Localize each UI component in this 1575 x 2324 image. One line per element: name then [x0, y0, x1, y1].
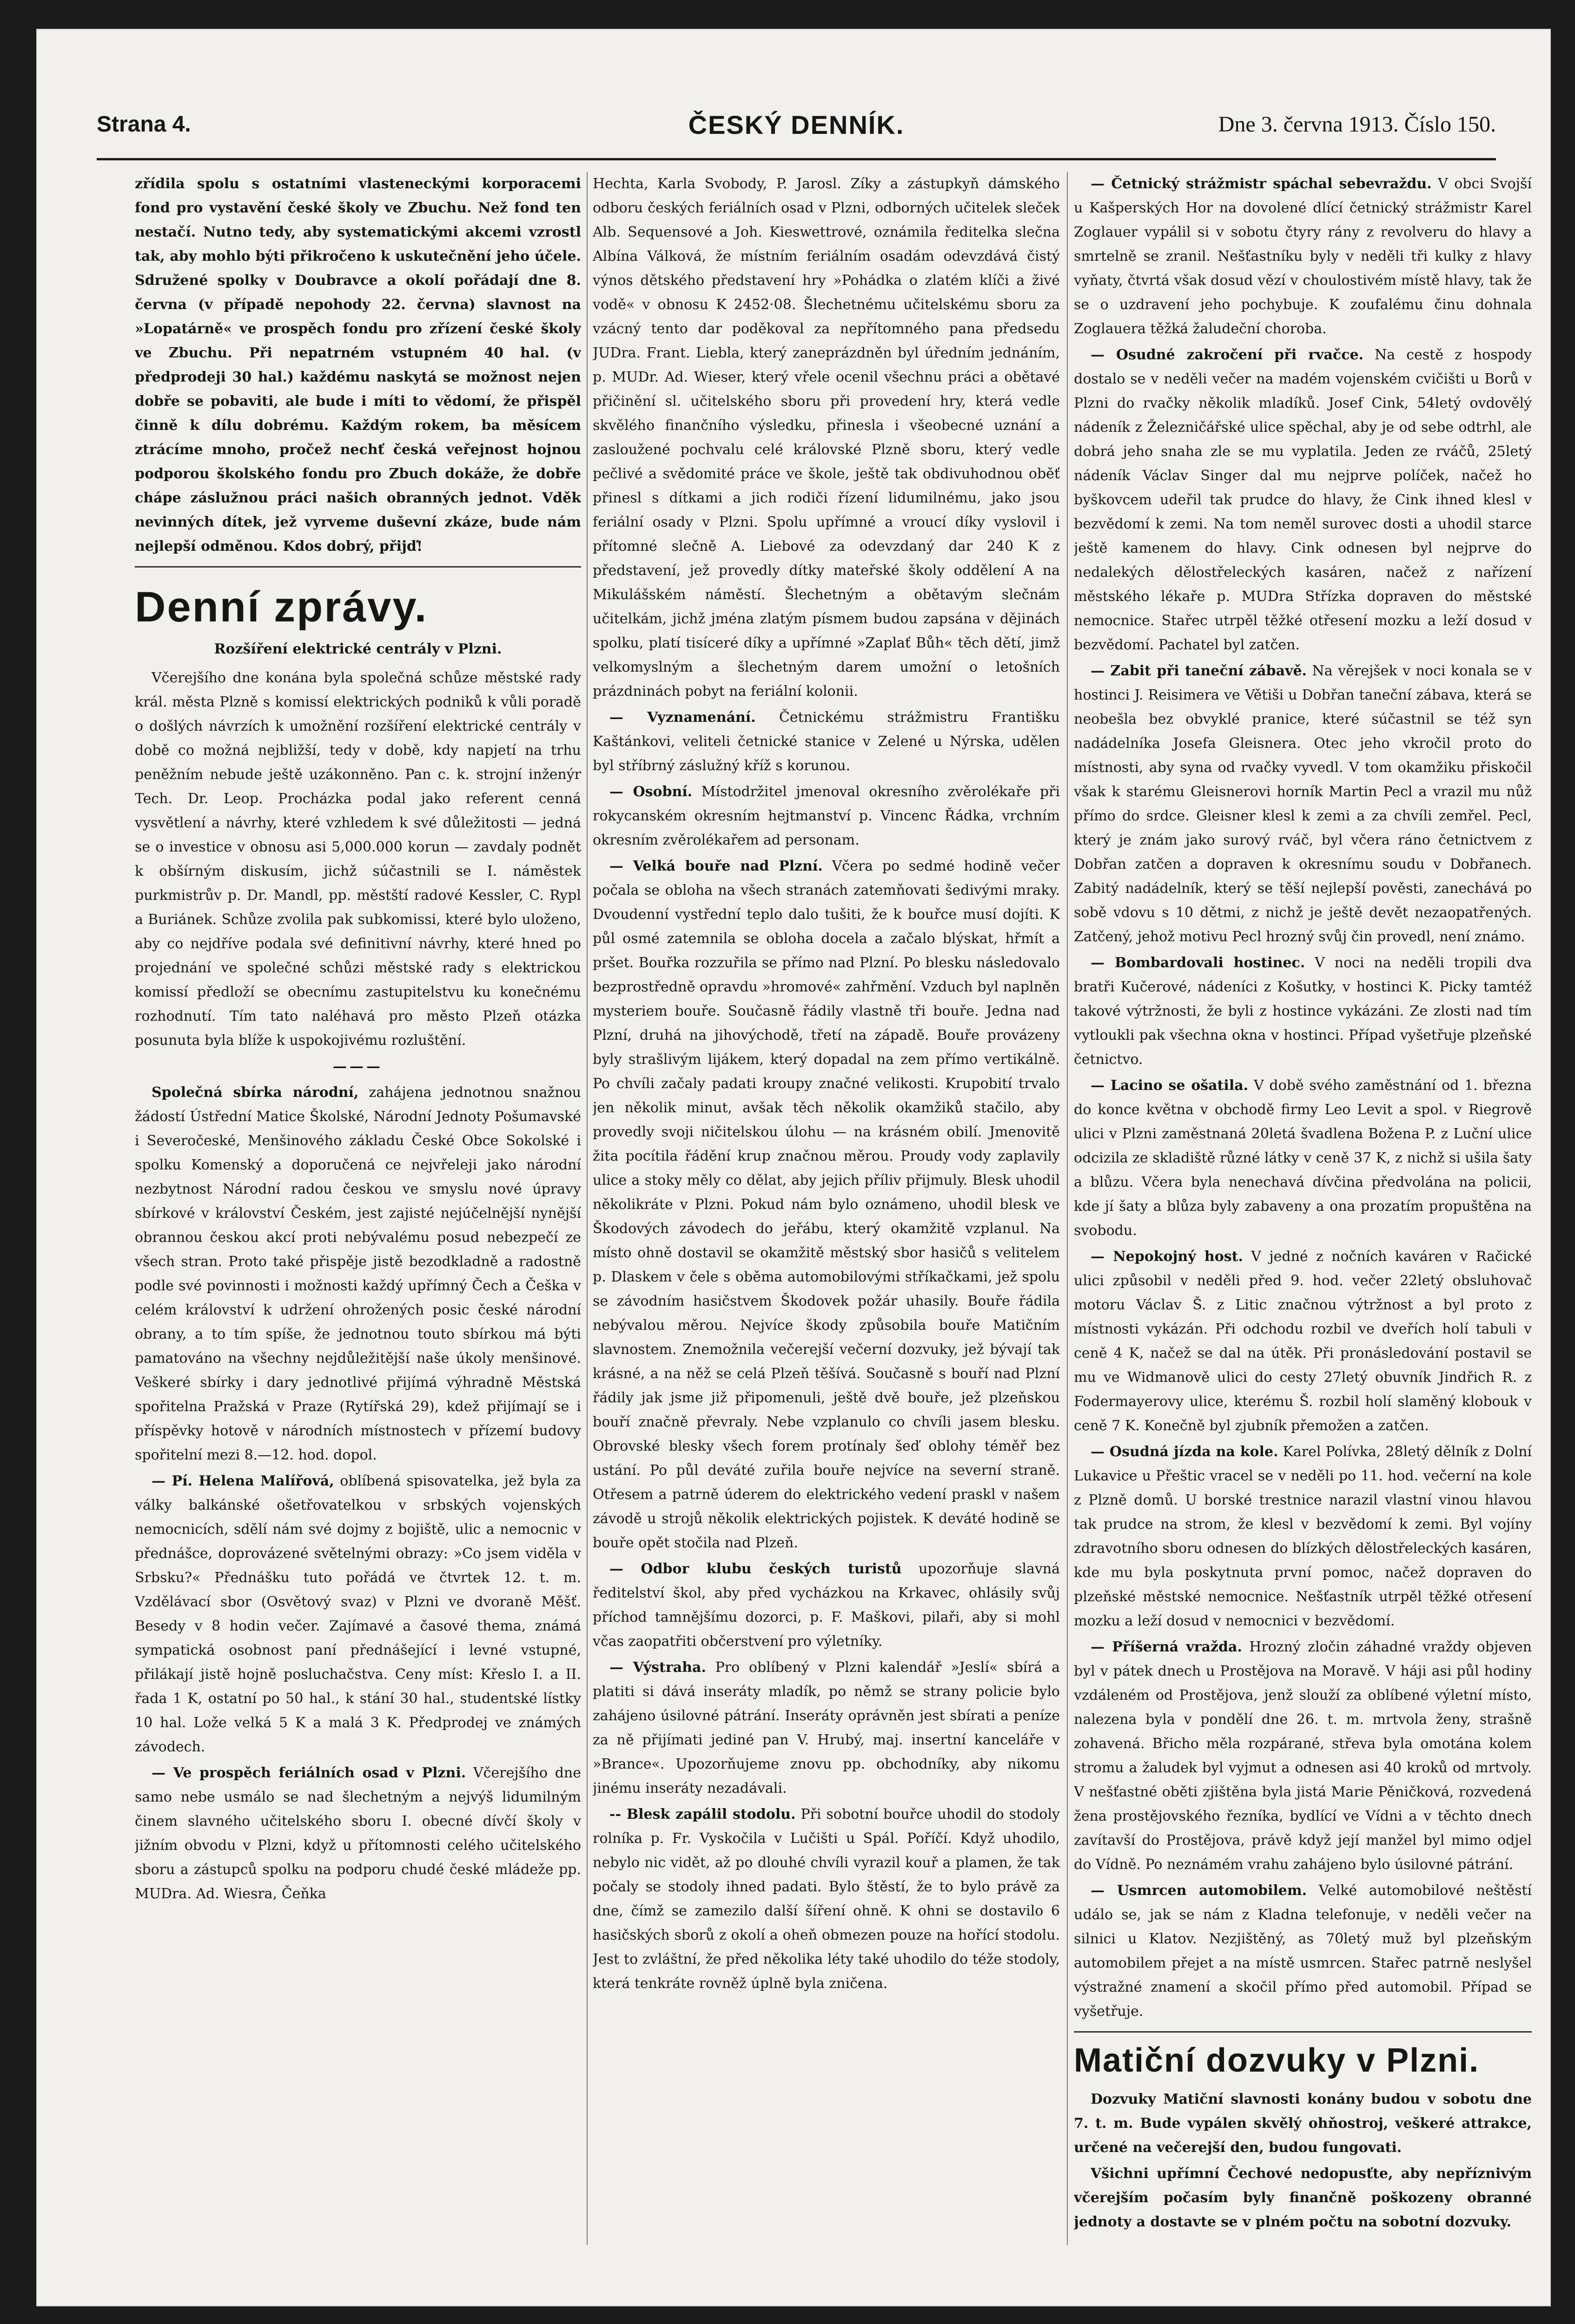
article-lead: — Vyznamenání.	[609, 709, 756, 726]
announcement-title: Matiční dozvuky v Plzni.	[1074, 2042, 1480, 2079]
page-number: Strana 4.	[97, 112, 191, 137]
article-boure	[593, 854, 1060, 1555]
article-jizda	[1074, 1440, 1532, 1633]
article-body: Při sobotní bouřce uhodil do stodoly rolníka p. Fr. Vyskočila v Lučišti u Spál. Poříčí. Když uhodilo, nebylo nic vidět, až po dlouhé chvíli vyrazil kouř a plamen, že tak počaly se stodoly ihned padati. Bylo štěstí, že to bylo právě za dne, čímž se zamezilo další šíření ohně. K ohni se dostavilo 6 hasičských sborů z okolí a oheň obmezen pouze na hořící stodolu. Jest to zvláštní, že před několika léty také uhodilo do téže stodoly, která tenkráte rovněž úplně byla zničena.	[593, 1806, 1060, 1992]
article-title: Rozšíření elektrické centrály v Plzni.	[214, 641, 502, 657]
article-body: Včerejšího dne samo nebe usmálo se nad šlechetným a nejvýš lidumilným činem slavného učitelského sboru I. obecné dívčí školy v jižním obvodu v Plzni, když u přítomnosti celého učitelského sboru a zástupců spolku na podporu chudé české mládeže pp. MUDra. Ad. Wiesra, Čeňka	[135, 1765, 581, 1902]
separator: ———	[333, 1058, 383, 1075]
section-title: Denní zprávy.	[135, 583, 428, 631]
masthead	[97, 98, 1496, 149]
article-body: Na cestě z hospody dostalo se v neděli večer na madém vojenském cvičišti u Borů v Plzni do rvačky několik mladíků. Josef Cink, 54letý ovdovělý nádeník z Železničářské ulice spěchal, aby je od sebe odtrhl, ale dobrá jeho snaha zle se mu vyplatila. Jeden ze rváčů, 25letý nádeník Václav Singer dal mu nejprve políček, načež ho byškovcem udeřil tak prudce do hlavy, že Cink ihned klesl v bezvědomí k zemi. Na tom neměl surovec dosti a uhodil starce ještě kamenem do hlavy. Cink odnesen byl nejprve do nedalekých dělostřeleckých kasáren, načež z nařízení městského lékaře p. MUDra Střízka dopraven do městské nemocnice. Stařec utrpěl těžké otřesení mozku a leží dosud v bezvědomí. Pachatel byl zatčen.	[1074, 347, 1532, 653]
article-stodola	[593, 1802, 1060, 1996]
issue-date: Dne 3. června 1913. Číslo 150.	[1218, 112, 1496, 137]
article-body: oblíbená spisovatelka, jež byla za války balkánské ošetřovatelkou v srbských vojenských nemocnicích, sdělí nám své dojmy z bojiště, ulic a nemocnic v přednášce, doprovázené světelnými obrazy: »Co jsem viděla v Srbsku?« Přednášku tuto pořádá ve čtvrtek 12. t. m. Vzdělávací sbor (Osvětový svaz) v Plzni ve dvoraně Měšť. Besedy v 8 hodin večer. Zajímavé a časové thema, známá sympatická osobnost paní přednášející i levné vstupné, přilákají jistě hojně posluchačstva. Ceny míst: Křeslo I. a II. řada 1 K, ostatní po 50 hal., k stání 30 hal., studentské lístky 10 hal. Lože velká 5 K a malá 3 K. Předprodej ve známých závodech.	[135, 1473, 581, 1755]
column-2	[593, 172, 1060, 2236]
article-ferialni	[135, 1761, 581, 1906]
article-zabit	[1074, 659, 1532, 949]
column-divider	[1067, 172, 1068, 2245]
article-usmrcen	[1074, 1879, 1532, 2024]
article-lead: — Osudné zakročení při rvačce.	[1091, 347, 1363, 363]
article-lead: — Zabit při taneční zábavě.	[1091, 663, 1307, 679]
separator	[135, 566, 581, 568]
article-body: Četnickému strážmistru Františku Kaštánkovi, veliteli četnické stanice v Zelené u Nýrska, udělen byl stříbrný záslužný kříž s korunou.	[593, 709, 1060, 774]
article-vyznamenani	[593, 706, 1060, 778]
article-malirova	[135, 1469, 581, 1759]
article-body: Pro oblíbený v Plzni kalendář »Jeslí« sbírá a platiti si dává inseráty mladík, po němž se strany policie bylo zahájeno úsilovné pátrání. Inseráty oprávněn jest sbírati a peníze za ně přijímati jediné pan V. Hrubý, maj. insertní kanceláře v »Brance«. Upozorňujeme znovu pp. obchodníky, aby nikomu jinému inseráty nezadávali.	[593, 1659, 1060, 1796]
article-lead: — Bombardovali hostinec.	[1091, 955, 1305, 971]
article-klub	[593, 1557, 1060, 1654]
article-bombardovali	[1074, 951, 1532, 1072]
column-1	[135, 172, 581, 2236]
article-body: Včerejšího dne konána byla společná schůze městské rady král. města Plzně s komissí elektrických podniků k vůli poradě o došlých návrzích k umožnění rozšíření elektrické centrály v době co možná nejbližší, tedy v době, kdy napjetí na trhu peněžním nebude ještě uzákonněno. Pan c. k. strojní inženýr Tech. Dr. Leop. Procházka podal jako referent cenná vysvětlení a návrhy, které vzhledem k své důležitosti — jedná se o investice v obnosu asi 5,000.000 korun — zavdaly podnět k obšírným diskusím, jichž súčastnili se I. náměstek purkmistrův p. Dr. Mandl, pp. městští radové Kessler, C. Rypl a Buriánek. Schůze zvolila pak subkomissi, které bylo uloženo, aby co nejdříve podala své definitivní návrhy, které hned po projednání ve společné schůzi městské rady s elektrickou komissí předloží se obecnímu zastupitelstvu ku konečnému rozhodnutí. Tím tato naléhavá pro město Plzeň otázka posunuta byla blíže k uspokojivému rozluštění.	[135, 670, 581, 1049]
article-body: V obci Svojší u Kašperských Hor na dovolené dlící četnický strážmistr Karel Zoglauer vypálil si v sobotu čtyry rány z revolveru do hlavy a smrtelně se zranil. Nešťastníku byly v neděli tři kulky z hlavy vyňaty, čtvrtá však dosud vězí v choulostivém místě hlavy, tak že se o uzdravení jeho pochybuje. K zoufalému činu dohnala Zoglauera těžká žaludeční choroba.	[1074, 176, 1532, 337]
article-lead: — Pí. Helena Malířová,	[152, 1473, 334, 1489]
article-lead: — Lacino se ošatila.	[1091, 1077, 1249, 1094]
article-body: Velké automobilové neštěstí událo se, jak se nám z Kladna telefonuje, v neděli večer na silnici u Klatov. Nezjištěný, as 70letý muž byl plzeňským automobilem přejet a na místě usmrcen. Stařec patrně neslyšel výstražné znamení a skočil přímo před automobil. Případ se vyšetřuje.	[1074, 1882, 1532, 2020]
article-lead: — Usmrcen automobilem.	[1091, 1882, 1307, 1899]
article-lacino	[1074, 1074, 1532, 1243]
article-lead: Společná sbírka národní,	[152, 1084, 359, 1101]
article-lead: — Četnický strážmistr spáchal sebevraždu.	[1091, 176, 1432, 192]
article-lead: — Výstraha.	[609, 1659, 706, 1676]
article-vystraha	[593, 1656, 1060, 1801]
article-sbirka	[135, 1081, 581, 1467]
article-lead: — Osobní.	[609, 784, 693, 800]
announcement-body: Dozvuky Matiční slavnosti konány budou v sobotu dne 7. t. m. Bude vypálen skvělý ohňostroj, veškeré attrakce, určené na večerejší den, budou fungovati.	[1074, 2091, 1532, 2156]
article-lead: — Ve prospěch feriálních osad v Plzni.	[152, 1765, 466, 1781]
article-vrazda	[1074, 1635, 1532, 1877]
article-body: Hechta, Karla Svobody, P. Jarosl. Zíky a zástupkyň dámského odboru českých feriálních osad v Plzni, odborných učitelek sleček Alb. Sequensové a Joh. Kieswettrové, oznámila ředitelka slečna Albína Válková, že místním feriálním osadám odevzdává čistý výnos dětského představení hry »Pohádka o zlatém klíči a živé vodě« v obnosu K 2452·08. Šlechetnému učitelskému sboru za vzácný tento dar poděkoval za nepřítomného pana předsedu JUDra. Frant. Liebla, který zaneprázdněn byl úředním jednáním, p. MUDr. Ad. Wieser, který vřele ocenil všechnu práci a obětavé přičinění sl. učitelského sboru při provedení hry, která vedle skvělého finančního výsledku, přinesla i všeobecné uznání a zasloužené pochvalu celé královské Plzně sboru, který vedle pečlivé a svědomité práce ve škole, ještě tak obdivuhodnou oběť přinesl s dítkami a jich rodiči řízení lidumilnému, jako jsou feriální osady v Plzni. Spolu upřímné a vroucí díky vyslovil i přítomné slečně A. Liebové za odevzdaný dar 240 K z představení, jež provedly dítky mateřské školy oddělení A na Mikulášském náměstí. Šlechetným a obětavým slečnám učitelkám, jichž jména zlatým písmem budou zapsána v dějinách spolku, platí tisíceré díky a upřímné »Zaplať Bůh« těch dětí, jimž velkomyslným a šlechetným darem umožní o letošních prázdninách pobyt na feriální kolonii.	[593, 176, 1060, 700]
article-zakroceni	[1074, 343, 1532, 657]
article-lead: — Nepokojný host.	[1091, 1248, 1243, 1265]
article-body: Karel Polívka, 28letý dělník z Dolní Lukavice u Přeštic vracel se v neděli po 11. hod. večerní na kole z Plzně domů. U borské trestnice narazil vlastní vinou hlavou tak prudce na strom, že klesl v bezvědomí k zemi. Byl vojíny zdravotního sboru odnesen do blízkých dělostřeleckých kasáren, kde mu byla poskytnuta první pomoc, načež dopraven do plzeňské městské nemocnice. Nešťastník utrpěl těžké otřesení mozku a leží dosud v nemocnici v bezvědomí.	[1074, 1444, 1532, 1629]
article-body: Místodržitel jmenoval okresního zvěrolékaře při rokycanském okresním hejtmanství p. Vincenc Řádka, vrchním okresním zvěrolékařem ad personam.	[593, 784, 1060, 848]
article-body: Včera po sedmé hodině večer počala se obloha na všech stranách zatemňovati šedivými mraky. Dvoudenní vystřední teplo dalo tušiti, že k bouřce musí dojíti. K půl osmé zatemnila se obloha docela a začalo blýskat, hřmít a pršet. Bouřka rozzuřila se přímo nad Plzní. Po blesku následovalo bezprostředně opravdu »hromové« zahřmění. Vzduch byl naplněn mysteriem bouře. Současně řádily vlastně tři bouře. Jedna nad Plzní, druhá na jihovýchodě, třetí na západě. Bouře provázeny byly strašlivým lijákem, který dopadal na zem přímo vertikálně. Po chvíli začaly padati kroupy značné velikosti. Krupobití trvalo jen několik minut, avšak těch několik okamžiků stačilo, aby provedly svoji ničitelskou úlohu — na krásném obilí. Jmenovitě žita pocítila řádění krup značnou měrou. Proudy vody zaplavily ulice a stoky měly co dělat, aby jejich příliv přijmuly. Blesk uhodil několikráte v Plzni. Pokud nám bylo oznámeno, uhodil blesk ve Škodových závodech do jeřábu, který okamžitě vzplanul. Na místo ohně dostavil se okamžitě městský sbor hasičů s velitelem p. Dlaskem v čele s oběma automobilovými stříkačkami, jež spolu se závodním hasičstvem Škodovek požár uhasily. Bouře řádila nebývalou měrou. Nejvíce škody způsobila bouře Matičním slavnostem. Znemožnila večerejší večerní dozvuky, jež bývají tak krásné, a na něž se celá Plzeň těšívá. Současně s bouří nad Plzní řádily jak jsme již připomenuli, ještě dvě bouře, jež plzeňskou bouří značně převraly. Nebe vzplanulo co chvíli jasem blesku. Obrovské blesky všech forem protínaly šeď oblohy téměř bez ustání. Po půl deváté zuřila bouře nejvíce na severní straně. Otřesem a patrně úderem do elektrického vedení praskl v našem závodě u strojů několik elektrických pojistek. K deváté hodině se bouře opět stočila nad Plzeň.	[593, 858, 1060, 1551]
article-lead: — Odbor klubu českých turistů	[609, 1561, 902, 1577]
article-osobni	[593, 780, 1060, 852]
column-divider	[587, 172, 588, 2245]
article-body: V noci na neděli tropili dva bratři Kučerové, nádeníci z Košutky, v hostinci K. Picky tamtéž takové výtržnosti, že byli z hostince vykázáni. Ze zlosti nad tím vytloukli pak všechna okna v hostinci. Případ vyšetřuje plzeňské četnictvo.	[1074, 955, 1532, 1068]
article-host	[1074, 1245, 1532, 1438]
article-body: V době svého zaměstnání od 1. března do konce května v obchodě firmy Leo Levit a spol. v Riegrově ulici v Plzni zaměstnaná 20letá švadlena Božena P. z Luční ulice odcizila ze skladiště různé látky v ceně 37 K, z nichž si ušila šaty a blůzu. Včera byla nenechavá dívčina předvolána na policii, kde jí šaty a blůza byly zabaveny a ona prozatím propuštěna na svobodu.	[1074, 1077, 1532, 1239]
article-cetnicky	[1074, 172, 1532, 341]
article-body: upozorňuje slavná ředitelství škol, aby před vycházkou na Krkavec, ohlásily svůj příchod tamnějšímu dozorci, p. F. Maškovi, pilaři, aby si mohl včas zaopatřiti občerstvení pro výletníky.	[593, 1561, 1060, 1650]
header-rule	[97, 158, 1496, 160]
newspaper-title: ČESKÝ DENNÍK.	[688, 110, 905, 139]
column-3	[1074, 172, 1532, 2236]
article-lead: — Osudná jízda na kole.	[1091, 1444, 1278, 1460]
separator	[1074, 2031, 1532, 2033]
article-lead: — Příšerná vražda.	[1091, 1639, 1242, 1655]
article-zbuch-fund: zřídila spolu s ostatními vlasteneckými korporacemi fond pro vystavění české školy ve Zbuchu. Než fond ten nestačí. Nutno tedy, aby systematickými akcemi vzrostl tak, aby mohlo býti přikročeno k uskutečnění jeho účele. Sdružené spolky v Doubravce a okolí pořádají dne 8. června (v případě nepohody 22. června) slavnost na »Lopatárně« ve prospěch fondu pro zřízení české školy ve Zbuchu. Při nepatrném vstupném 40 hal. (v předprodeji 30 hal.) každému naskytá se možnost nejen dobře se pobaviti, ale bude i míti to vědomí, že přispěl činně k dílu dobrému. Každým rokem, ba měsícem ztrácíme mnoho, pročež nechť česká veřejnost hojnou podporou školského fondu pro Zbuch dokáže, že dobře chápe záslužnou práci našich obranných jednot. Vděk nevinných dítek, jež vyrveme duševní zkáze, bude nám nejlepší odměnou. Kdos dobrý, přijď!	[135, 176, 581, 555]
article-body: V jedné z nočních kaváren v Račické ulici způsobil v neděli před 9. hod. večer 22letý obsluhovač motoru Václav Š. z Litic značnou výtržnost a byl proto z místnosti vykázán. Při odchodu rozbil ve dveřích holí tabuli v ceně 4 K, načež se dal na útěk. Při pronásledování postavil se mu ve Widmanově ulici do cesty 27letý obuvník Jindřich R. z Fodermayerovy ulice, kterému Š. rozbil holí slaměný klobouk v ceně 7 K. Konečně byl zjubník přemožen a zatčen.	[1074, 1248, 1532, 1434]
announcement-body: Všichni upřímní Čechové nedopusťte, aby nepříznivým včerejším počasím byly finančně poškozeny obranné jednoty a dostavte se v plném počtu na sobotní dozvuky.	[1074, 2166, 1532, 2230]
article-body: zahájena jednotnou snažnou žádostí Ústřední Matice Školské, Národní Jednoty Pošumavské i Severočeské, Menšinového základu České Obce Sokolské i spolku Komenský a doporučená ce nejvřeleji jako národní nezbytnost Národní radou českou ve smyslu nové úpravy sbírkové v království Českém, jest zajisté nejúčelnější nynější obrannou českou akcí proti nebývalému posud nebezpečí ze všech stran. Proto také přispěje jistě bezodkladně a radostně podle své povinnosti i možnosti každý upřímný Čech a Češka v celém království k udržení ohrožených posic české národní obrany, a to tím spíše, že jednotnou touto sbírkou má býti pamatováno na všechny nejdůležitější naše úkoly menšinové. Veškeré sbírky i dary jednotlivé přijímá výhradně Městská spořitelna Pražská v Praze (Rytířská 29), kdež přijímají se i příspěvky hotově v národních místnostech v přízemí budovy spořitelní mezi 8.—12. hod. dopol.	[135, 1084, 581, 1463]
article-body: Hrozný zločin záhadné vraždy objeven byl v pátek dnech u Prostějova na Moravě. V háji asi půl hodiny vzdáleném od Prostějova, jenž slouží za oblíbené výletní místo, nalezena byla v pondělí dne 26. t. m. mrtvola ženy, strašně zohavená. Břicho měla rozpárané, střeva byla omotána kolem stromu a žaludek byl vyjmut a odnesen asi 40 kroků od mrtvoly. V nešťastné oběti zjištěna byla jistá Marie Pěničková, rozvedená žena prostějovského řezníka, bydlící ve Vídni a v těchto dnech zavítavší do Prostějova, právě když její manžel byl mimo odjel do Vídně. Po neznámém vrahu zahájeno bylo úsilovné pátrání.	[1074, 1639, 1532, 1873]
article-lead: -- Blesk zapálil stodolu.	[609, 1806, 796, 1822]
article-body: Na věrejšek v noci konala se v hostinci J. Reisimera ve Větiši u Dobřan taneční zábava, která se neobešla bez obvyklé pranice, které súčastnil se též syn nadádelníka Josefa Gleisnera. Otec jeho vkročil proto do místnosti, aby syna od rvačky vyvedl. V tom okamžiku přiskočil však k starému Gleisnerovi horník Martin Pecl a vrazil mu nůž přímo do srdce. Gleisner klesl k zemi a za chvíli zemřel. Pecl, který je znám jako surový rváč, byl včera ráno četnictvem z Dobřan zatčen a dopraven k okresnímu soudu v Dobřanech. Zabitý nadádelník, který se těší nejlepší pověsti, zanechává po sobě vdovu s 10 dětmi, z nichž je ještě devět nezaopatřených. Zatčený, jehož motivu Pecl hrozný svůj čin provedl, není známo.	[1074, 663, 1532, 945]
article-lead: — Velká bouře nad Plzní.	[609, 858, 823, 874]
